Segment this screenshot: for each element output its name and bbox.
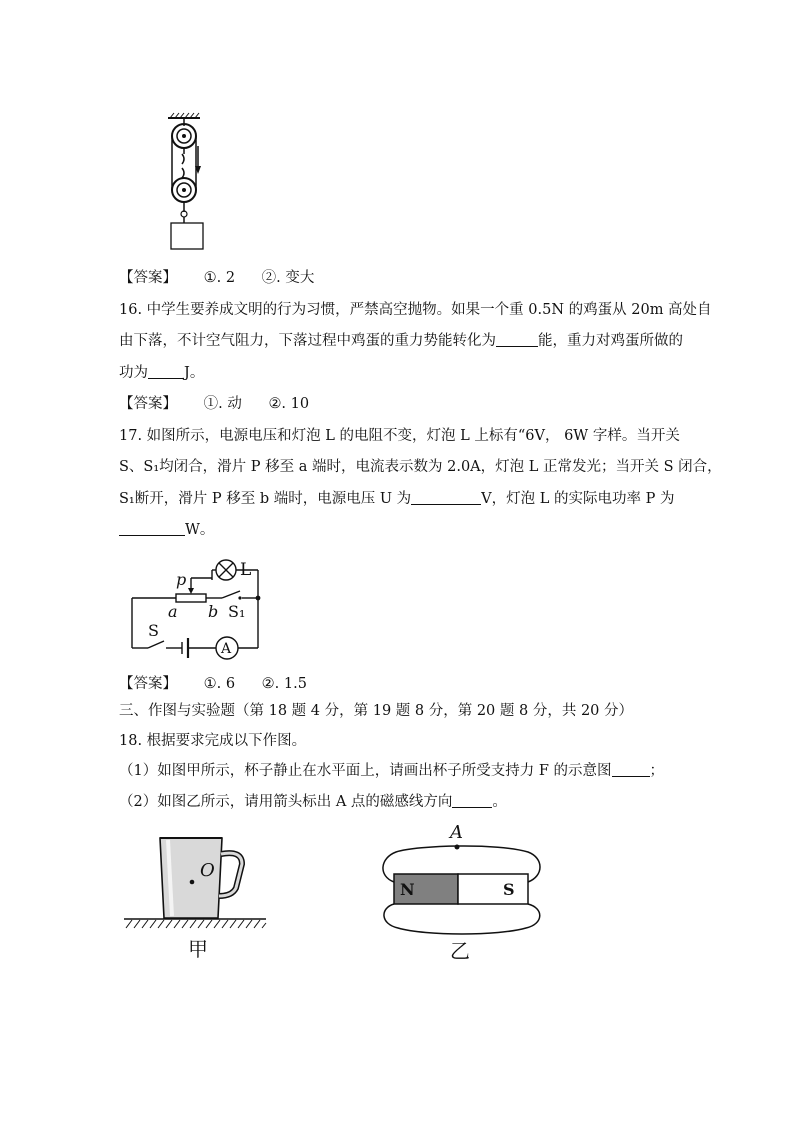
south-pole-label: S xyxy=(503,880,515,899)
q17-line-1: 17. 如图所示，电源电压和灯泡 L 的电阻不变，灯泡 L 上标有“6V， 6W 字样。当开关 xyxy=(119,428,680,444)
magnet-point-label: A xyxy=(450,822,463,843)
circuit-diagram xyxy=(124,558,270,662)
q17-line-3: S₁断开，滑片 P 移至 b 端时，电源电压 U 为 V，灯泡 L 的实际电功率 P 为 xyxy=(119,491,675,507)
q16-answer xyxy=(119,394,309,414)
q16-line-1: 16. 中学生要养成文明的行为习惯，严禁高空抛物。如果一个重 0.5N 的鸡蛋从 20m 高处自 xyxy=(119,302,712,318)
answer-blank xyxy=(496,332,538,347)
answer-blank xyxy=(411,490,481,505)
magnet-caption: 乙 xyxy=(450,939,470,963)
answer-2: ②. 变大 xyxy=(261,270,315,286)
north-pole-label: N xyxy=(400,880,415,899)
answer-blank xyxy=(148,364,184,379)
answer-blank xyxy=(452,793,492,808)
slider-label: p xyxy=(176,570,187,589)
answer-tag: 【答案】 xyxy=(119,676,177,692)
q16-line-3: 功为 J。 xyxy=(119,365,205,381)
end-a-label: a xyxy=(168,602,178,621)
answer-blank xyxy=(612,762,650,777)
switch1-label: S₁ xyxy=(228,602,246,621)
pulley-figure xyxy=(160,112,220,252)
switch-label: S xyxy=(148,621,159,640)
q17-line-4: W。 xyxy=(119,520,214,540)
cup-caption: 甲 xyxy=(188,937,208,961)
magnet-figure xyxy=(378,818,546,968)
answer-2: ②. 1.5 xyxy=(261,676,307,692)
q17-line-2: S、S₁均闭合，滑片 P 移至 a 端时，电流表示数为 2.0A，灯泡 L 正常发光；当开关 S 闭合， xyxy=(119,459,722,475)
cup-figure xyxy=(120,834,270,964)
answer-1: ①. 2 xyxy=(203,270,236,286)
q18-line-1: 18. 根据要求完成以下作图。 xyxy=(119,733,307,749)
answer-tag: 【答案】 xyxy=(119,270,177,286)
answer-blank xyxy=(119,521,185,536)
q18-line-2: （1）如图甲所示，杯子静止在水平面上，请画出杯子所受支持力 F 的示意图 ； xyxy=(119,763,665,779)
answer-1: ①. 6 xyxy=(203,676,236,692)
q15-answer xyxy=(119,268,314,288)
section-title: 三、作图与实验题（第 18 题 4 分，第 19 题 8 分，第 20 题 8 分，共 20 分） xyxy=(119,703,634,719)
q17-answer xyxy=(119,674,307,694)
lamp-label: L xyxy=(240,560,252,580)
ammeter-label: A xyxy=(221,641,232,657)
answer-tag: 【答案】 xyxy=(119,396,177,412)
answer-2: ②. 10 xyxy=(268,396,310,412)
end-b-label: b xyxy=(208,602,219,621)
q18-line-3: （2）如图乙所示，请用箭头标出 A 点的磁感线方向 。 xyxy=(119,794,507,810)
answer-1: ①. 动 xyxy=(203,396,242,412)
q16-line-2: 由下落，不计空气阻力，下落过程中鸡蛋的重力势能转化为 能，重力对鸡蛋所做的 xyxy=(119,333,683,349)
cup-point-label: O xyxy=(200,860,215,881)
